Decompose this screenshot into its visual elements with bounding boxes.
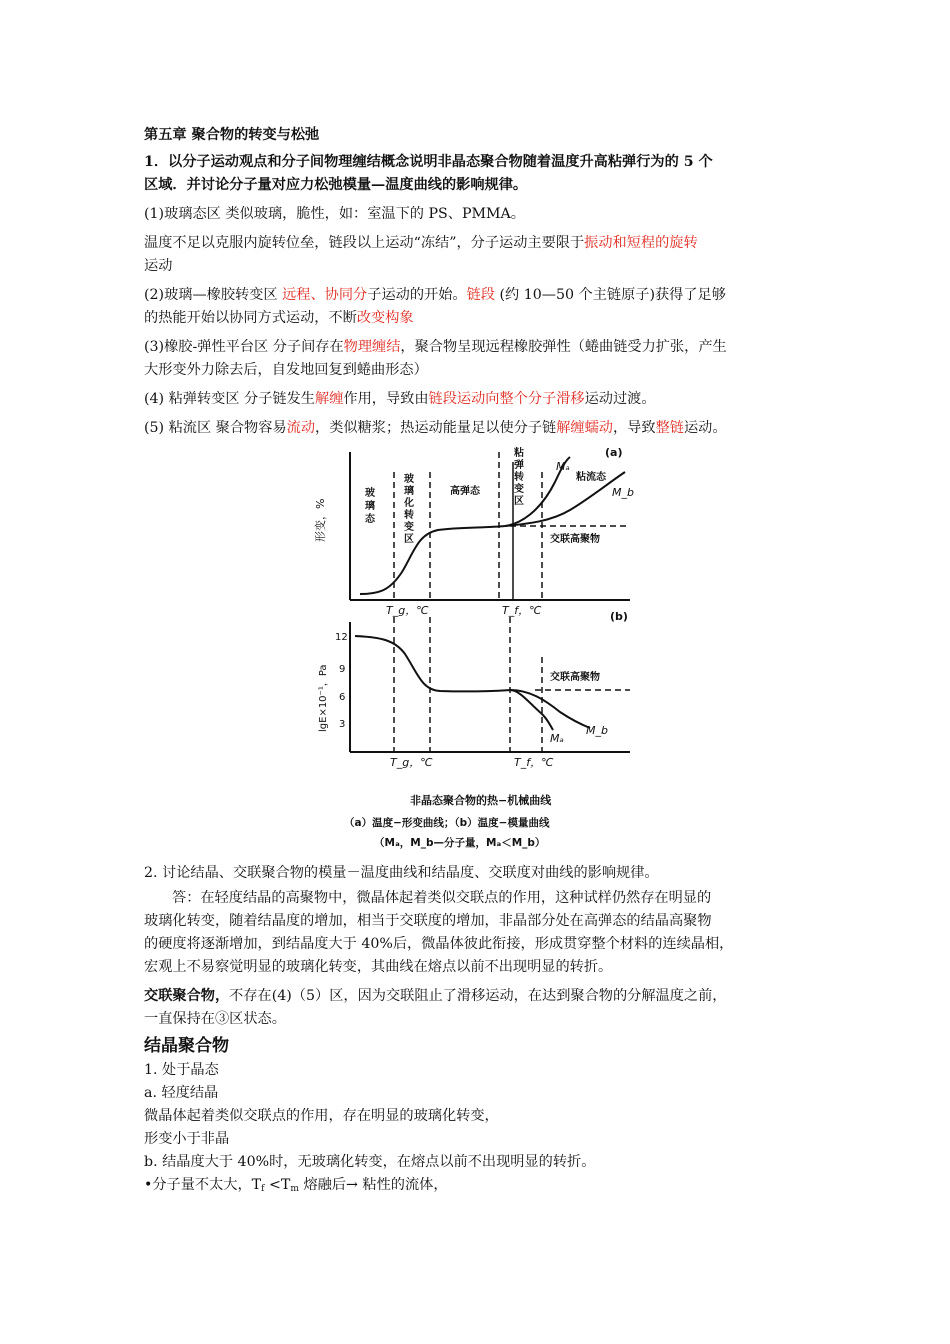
tg-label-b: T_g，℃: [390, 756, 433, 769]
region-3-desc-cont: 大形变外力除去后，自发地回复到蜷曲形态）: [144, 362, 428, 378]
highlight-text: 链段: [466, 287, 495, 303]
region-1-heading: (1)玻璃态区 类似玻璃，脆性，如：室温下的 PS、PMMA。: [144, 206, 525, 222]
highlight-text: 链段运动向整个分子滑移: [428, 391, 585, 407]
region-1-desc-cont: 运动: [144, 258, 173, 274]
highlight-text: 远程、协同分: [282, 287, 368, 303]
thermo-mechanical-figure: [310, 442, 645, 857]
text-span: 温度不足以克服内旋转位垒，链段以上运动“冻结”，分子运动主要限于: [144, 235, 585, 251]
region4-label: [513, 446, 524, 507]
caption-1: 非晶态聚合物的热−机械曲线: [410, 794, 552, 807]
ytick: 12: [335, 632, 348, 643]
region-1-desc: [144, 232, 814, 255]
document-body: [144, 124, 814, 440]
ytick: 6: [339, 692, 346, 703]
bold-text: 交联聚合物，: [144, 988, 230, 1004]
ylabel-b: lgE×10⁻¹，Pa: [318, 664, 329, 732]
label-b: (b): [610, 610, 628, 623]
cryst-line-3: 微晶体起着类似交联点的作用，存在明显的玻璃化转变，: [144, 1108, 499, 1124]
highlight-text: 物理缠结: [343, 339, 401, 355]
tg-label-a: T_g，℃: [386, 604, 429, 617]
text-span: ，聚合物呈现远程橡胶弹性（蜷曲链受力扩张，产生: [400, 339, 727, 355]
cryst-line-4: 形变小于非晶: [144, 1131, 230, 1147]
text-span: <T: [264, 1177, 291, 1193]
label-a: (a): [605, 446, 623, 459]
text-span: 不存在(4)（5）区，因为交联阻止了滑移运动，在达到聚合物的分解温度之前，: [229, 988, 727, 1004]
section-heading: 结晶聚合物: [144, 1036, 229, 1056]
region4-char: 粘: [514, 448, 524, 459]
document-body-lower: [144, 862, 814, 1201]
crosslinked-label-b: 交联高聚物: [550, 672, 600, 683]
text-span: (3)橡胶-弹性平台区 分子间存在: [144, 339, 344, 355]
question-1-line1: 1．以分子运动观点和分子间物理缠结概念说明非晶态聚合物随着温度升高粘弹行为的 5 个: [144, 154, 713, 170]
region3-label: 高弹态: [450, 486, 480, 497]
cryst-line-6: [144, 1174, 814, 1201]
text-span: 熔融后→ 粘性的流体，: [298, 1177, 448, 1193]
text-span: 作用，导致由: [343, 391, 429, 407]
cryst-line-5: b. 结晶度大于 40%时，无玻璃化转变，在熔点以前不出现明显的转折。: [144, 1154, 596, 1170]
text-span: (4) 粘弹转变区 分子链发生: [144, 391, 315, 407]
text-span: 运动过渡。: [584, 391, 656, 407]
ma-label-b: Mₐ: [550, 732, 564, 745]
text-span: ，导致: [612, 420, 656, 436]
highlight-text: 流动: [286, 420, 316, 436]
highlight-text: 解缠: [315, 391, 344, 407]
figure-svg: [310, 442, 645, 857]
region4-char: 区: [514, 496, 524, 507]
ytick: 9: [339, 664, 346, 675]
subscript: m: [290, 1184, 299, 1194]
highlight-text: 振动和短程的旋转: [584, 235, 698, 251]
region5-label: 粘流态: [576, 472, 606, 483]
region-3-desc: [144, 336, 814, 359]
yticks-b: [335, 632, 348, 730]
mb-label-a: M_b: [612, 486, 634, 499]
ma-label-a: Mₐ: [556, 460, 570, 473]
text-span: 答：在轻度结晶的高聚物中，微晶体起着类似交联点的作用，这种试样仍然存在明显的: [172, 890, 712, 906]
text-span: •分子量不太大，T: [144, 1177, 262, 1193]
region4-char: 变: [514, 484, 524, 495]
cryst-line-1: 1. 处于晶态: [144, 1062, 219, 1078]
highlight-text: 改变构象: [356, 310, 414, 326]
curve-b-ma: [355, 636, 553, 730]
chapter-title: 第五章 聚合物的转变与松弛: [144, 127, 320, 143]
question-2: 2. 讨论结晶、交联聚合物的模量－温度曲线和结晶度、交联度对曲线的影响规律。: [144, 865, 659, 881]
subscript: f: [261, 1184, 265, 1194]
region1-char: 态: [365, 514, 375, 525]
region4-char: 弹: [514, 460, 524, 471]
text-span: (5) 粘流区 聚合物容易: [144, 420, 287, 436]
tf-label-a: T_f，℃: [502, 604, 542, 617]
region2-char: 化: [404, 498, 414, 509]
text-span: (2)玻璃—橡胶转变区: [144, 287, 283, 303]
mb-label-b: M_b: [586, 724, 608, 737]
region2-char: 变: [404, 522, 414, 533]
region2-char: 璃: [404, 486, 414, 497]
question-1-line2: 区域．并讨论分子量对应力松弛模量—温度曲线的影响规律。: [144, 177, 528, 193]
highlight-text: 解缠蠕动: [556, 420, 613, 436]
region1-char: 玻: [365, 488, 375, 499]
ylabel-a: 形变，%: [314, 498, 327, 542]
ytick: 3: [339, 719, 346, 730]
region2-char: 转: [404, 510, 414, 521]
text-span: (约 10—50 个主链原子)获得了足够: [494, 287, 726, 303]
region2-char: 玻: [404, 474, 414, 485]
region-2-desc-cont: [144, 307, 814, 330]
caption-3: （Mₐ，M_b—分子量，Mₐ＜M_b）: [374, 837, 546, 849]
region-5-desc: [144, 417, 814, 440]
region4-char: 转: [514, 472, 524, 483]
region1-char: 璃: [365, 501, 375, 512]
tf-label-b: T_f，℃: [514, 756, 554, 769]
highlight-text: 整链: [655, 420, 684, 436]
answer-line-2: 玻璃化转变，随着结晶度的增加，相当于交联度的增加，非晶部分处在高弹态的结晶高聚物: [144, 913, 712, 929]
text-span: 子运动的开始。: [367, 287, 467, 303]
region2-char: 区: [404, 534, 414, 545]
answer-line-3: 的硬度将逐渐增加，到结晶度大于 40%后，微晶体彼此衔接，形成贯穿整个材料的连续晶相，: [144, 936, 734, 952]
region-4-desc: [144, 388, 814, 411]
answer-line-4: 宏观上不易察觉明显的玻璃化转变，其曲线在熔点以前不出现明显的转折。: [144, 959, 613, 975]
region2-label: [403, 472, 415, 545]
answer-line-1: [144, 887, 814, 910]
curve-a-ma: [360, 457, 570, 594]
cryst-line-2: a. 轻度结晶: [144, 1085, 219, 1101]
crosslinked-label-a: 交联高聚物: [550, 534, 600, 545]
text-span: 的热能开始以协同方式运动，不断: [144, 310, 357, 326]
crosslink-para-cont: 一直保持在③区状态。: [144, 1011, 286, 1027]
caption-2: （a）温度−形变曲线；（b）温度−模量曲线: [344, 817, 550, 829]
crosslink-para: [144, 985, 814, 1008]
text-span: ，类似糖浆；热运动能量足以使分子链: [315, 420, 557, 436]
region-2-desc: [144, 284, 814, 307]
region1-label: [365, 486, 376, 525]
text-span: 运动。: [683, 420, 727, 436]
